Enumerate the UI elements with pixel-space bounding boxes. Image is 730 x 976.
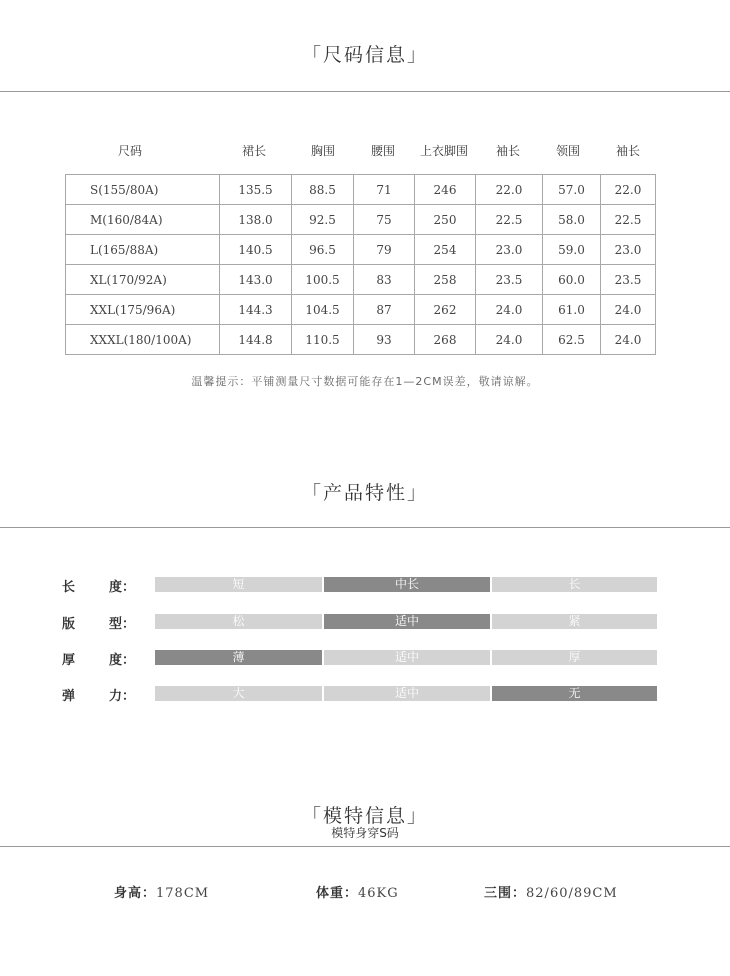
feature-label-char: 版 (62, 617, 76, 632)
size-value-cell: 23.0 (601, 235, 656, 265)
size-value-cell: 262 (415, 295, 476, 325)
feature-label-char: 度： (109, 653, 136, 668)
size-value-cell: 23.5 (601, 265, 656, 295)
size-label-cell: S(155/80A) (66, 175, 220, 205)
size-value-cell: 140.5 (220, 235, 292, 265)
feature-option: 紧 (492, 614, 657, 629)
size-value-cell: 22.0 (476, 175, 543, 205)
size-row (66, 205, 656, 235)
feature-option: 适中 (324, 650, 490, 665)
size-value-cell: 135.5 (220, 175, 292, 205)
size-value-cell: 22.5 (476, 205, 543, 235)
model-measurements-label: 三围： (484, 886, 527, 901)
feature-option: 短 (155, 577, 322, 592)
size-value-cell: 258 (415, 265, 476, 295)
header-collar: 领围 (556, 144, 581, 158)
size-value-cell: 88.5 (292, 175, 354, 205)
feature-label-char: 力： (109, 689, 136, 704)
header-sleeve: 袖长 (496, 144, 521, 158)
model-height (114, 882, 209, 901)
feature-section-title: 「产品特性」 (301, 482, 428, 504)
size-value-cell: 87 (354, 295, 415, 325)
model-weight-label: 体重： (316, 886, 359, 901)
size-value-cell: 250 (415, 205, 476, 235)
feature-label-char: 弹 (62, 689, 76, 704)
size-value-cell: 246 (415, 175, 476, 205)
size-label-cell: M(160/84A) (66, 205, 220, 235)
divider (0, 91, 730, 92)
feature-option-selected: 适中 (324, 614, 490, 629)
size-value-cell: 143.0 (220, 265, 292, 295)
model-weight-value: 46KG (358, 886, 399, 901)
feature-label-char: 度： (109, 580, 136, 595)
model-measurements (484, 882, 618, 901)
size-value-cell: 58.0 (543, 205, 601, 235)
model-height-label: 身高： (114, 886, 157, 901)
size-label-cell: XXL(175/96A) (66, 295, 220, 325)
header-hem: 上衣脚围 (420, 144, 469, 158)
size-value-cell: 24.0 (601, 325, 656, 355)
size-value-cell: 110.5 (292, 325, 354, 355)
size-note: 温馨提示：平铺测量尺寸数据可能存在1—2CM误差，敬请谅解。 (191, 375, 539, 388)
size-value-cell: 23.0 (476, 235, 543, 265)
feature-label-char: 长 (62, 580, 76, 595)
model-measurements-value: 82/60/89CM (526, 886, 618, 901)
feature-option-selected: 中长 (324, 577, 490, 592)
size-value-cell: 83 (354, 265, 415, 295)
size-value-cell: 104.5 (292, 295, 354, 325)
size-value-cell: 60.0 (543, 265, 601, 295)
header-bust: 胸围 (311, 144, 336, 158)
size-row (66, 325, 656, 355)
model-subtitle: 模特身穿S码 (331, 826, 399, 840)
size-value-cell: 96.5 (292, 235, 354, 265)
size-section-title: 「尺码信息」 (301, 44, 428, 66)
size-value-cell: 75 (354, 205, 415, 235)
size-row (66, 265, 656, 295)
size-value-cell: 79 (354, 235, 415, 265)
size-value-cell: 24.0 (476, 325, 543, 355)
feature-option: 适中 (324, 686, 490, 701)
size-value-cell: 22.0 (601, 175, 656, 205)
size-value-cell: 100.5 (292, 265, 354, 295)
feature-option: 大 (155, 686, 322, 701)
header-waist: 腰围 (371, 144, 396, 158)
size-value-cell: 268 (415, 325, 476, 355)
feature-option: 长 (492, 577, 657, 592)
size-value-cell: 24.0 (476, 295, 543, 325)
feature-option-selected: 薄 (155, 650, 322, 665)
size-row (66, 235, 656, 265)
model-weight (316, 882, 399, 901)
size-value-cell: 59.0 (543, 235, 601, 265)
header-skirt-length: 裙长 (242, 144, 267, 158)
feature-label-char: 型： (109, 617, 136, 632)
header-sleeve-2: 袖长 (616, 144, 641, 158)
size-value-cell: 62.5 (543, 325, 601, 355)
size-value-cell: 24.0 (601, 295, 656, 325)
size-value-cell: 71 (354, 175, 415, 205)
model-section-title: 「模特信息」 (301, 805, 428, 827)
feature-label-char: 厚 (62, 653, 76, 668)
feature-option: 松 (155, 614, 322, 629)
size-value-cell: 254 (415, 235, 476, 265)
model-height-value: 178CM (156, 886, 210, 901)
header-size: 尺码 (118, 144, 143, 158)
size-value-cell: 57.0 (543, 175, 601, 205)
size-value-cell: 92.5 (292, 205, 354, 235)
divider (0, 846, 730, 847)
size-value-cell: 144.3 (220, 295, 292, 325)
size-label-cell: XXXL(180/100A) (66, 325, 220, 355)
size-table (65, 174, 656, 355)
feature-option-selected: 无 (492, 686, 657, 701)
size-value-cell: 93 (354, 325, 415, 355)
size-value-cell: 22.5 (601, 205, 656, 235)
divider (0, 527, 730, 528)
size-value-cell: 138.0 (220, 205, 292, 235)
size-label-cell: XL(170/92A) (66, 265, 220, 295)
size-row (66, 175, 656, 205)
feature-option: 厚 (492, 650, 657, 665)
size-label-cell: L(165/88A) (66, 235, 220, 265)
size-value-cell: 61.0 (543, 295, 601, 325)
size-value-cell: 144.8 (220, 325, 292, 355)
size-value-cell: 23.5 (476, 265, 543, 295)
size-row (66, 295, 656, 325)
